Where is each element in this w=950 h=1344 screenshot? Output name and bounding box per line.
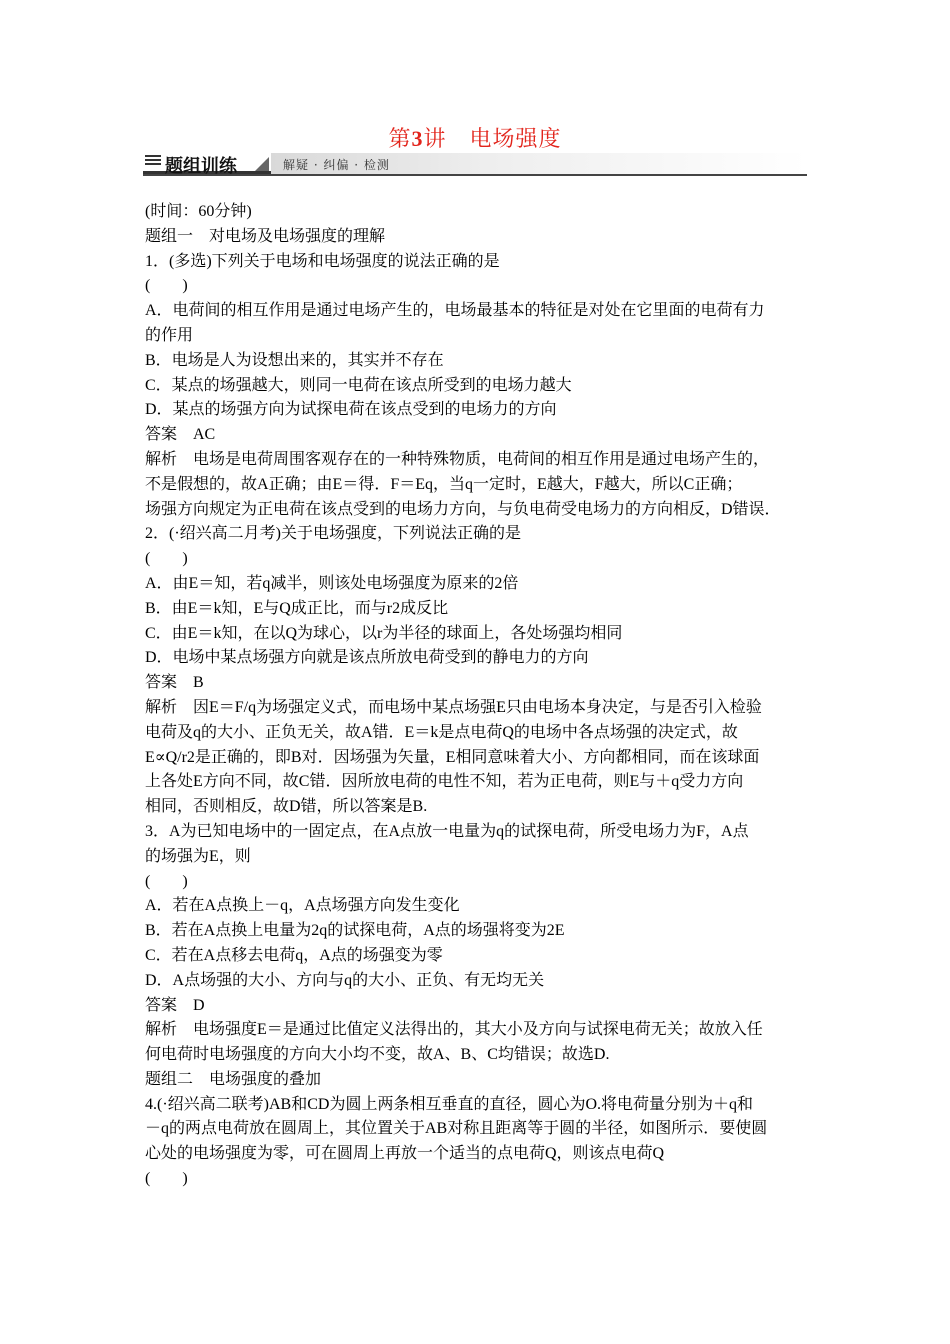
- text-line: ( ): [145, 1170, 188, 1188]
- text-line: (时间：60分钟): [145, 203, 252, 220]
- text-line: B．若在A点换上电量为2q的试探电荷，A点的场强将变为2E: [145, 922, 565, 940]
- text-line: 解析 因E＝F/q为场强定义式，而电场中某点场强E只由电场本身决定，与是否引入检验: [145, 698, 762, 716]
- text-line: E∝Q/r2是正确的，即B对．因场强为矢量，E相同意味着大小、方向都相同，而在该球面: [145, 748, 760, 766]
- page-title: [0, 122, 950, 153]
- text-line: A．电荷间的相互作用是通过电场产生的，电场最基本的特征是对处在它里面的电荷有力: [145, 302, 765, 320]
- text-line: 解析 电场是电荷周围客观存在的一种特殊物质，电荷间的相互作用是通过电场产生的，: [145, 450, 770, 468]
- text-line: 不是假想的，故A正确；由E＝得．F＝Eq，当q一定时，E越大，F越大，所以C正确；: [145, 475, 743, 493]
- text-line: ( ): [145, 550, 188, 568]
- text-line: 何电荷时电场强度的方向大小均不变，故A、B、C均错误；故选D.: [145, 1046, 610, 1064]
- text-line: 场强方向规定为正电荷在该点受到的电场力方向，与负电荷受电场力的方向相反，D错误．: [145, 500, 781, 518]
- title-number: 3: [411, 126, 424, 151]
- text-line: B．由E＝k知，E与Q成正比，而与r2成反比: [145, 599, 449, 617]
- text-line: ( ): [145, 277, 188, 295]
- text-line: D．A点场强的大小、方向与q的大小、正负、有无均无关: [145, 971, 545, 989]
- text-line: 答案 B: [145, 674, 204, 692]
- text-line: 题组一 对电场及电场强度的理解: [145, 227, 386, 245]
- title-rest: 讲 电场强度: [423, 126, 562, 151]
- document-body: [145, 200, 807, 1192]
- text-line: －q的两点电荷放在圆周上，其位置关于AB对称且距离等于圆的半径，如图所示．要使圆: [145, 1120, 768, 1138]
- text-line: 的场强为E，则: [145, 847, 251, 865]
- text-line: 电荷及q的大小、正负无关，故A错．E＝k是点电荷Q的电场中各点场强的决定式，故: [145, 723, 738, 741]
- banner-rule: [143, 174, 807, 176]
- stripes-icon: [145, 155, 161, 169]
- text-line: 的作用: [145, 326, 194, 344]
- banner-subtitle: 解疑 · 纠偏 · 检测: [283, 158, 390, 172]
- text-line: D．电场中某点场强方向就是该点所放电荷受到的静电力的方向: [145, 649, 589, 667]
- text-line: 2．(·绍兴高二月考)关于电场强度，下列说法正确的是: [145, 525, 521, 543]
- banner-label: 题组训练: [165, 156, 237, 177]
- text-line: 相同，否则相反，故D错，所以答案是B.: [145, 798, 428, 816]
- text-line: A．由E＝知，若q减半，则该处电场强度为原来的2倍: [145, 574, 519, 592]
- text-line: ( ): [145, 872, 188, 890]
- text-line: A．若在A点换上－q，A点场强方向发生变化: [145, 897, 460, 915]
- text-line: 答案 AC: [145, 426, 216, 444]
- text-line: 解析 电场强度E＝是通过比值定义法得出的，其大小及方向与试探电荷无关；故放入任: [145, 1021, 763, 1039]
- text-line: C．某点的场强越大，则同一电荷在该点所受到的电场力越大: [145, 376, 572, 394]
- text-line: 题组二 电场强度的叠加: [145, 1070, 322, 1088]
- text-line: 4.(·绍兴高二联考)AB和CD为圆上两条相互垂直的直径，圆心为O.将电荷量分别为＋q和: [145, 1095, 753, 1113]
- section-banner: [143, 151, 807, 177]
- triangle-icon: [255, 157, 269, 171]
- text-line: 1．(多选)下列关于电场和电场强度的说法正确的是: [145, 252, 500, 270]
- text-line: C．由E＝k知，在以Q为球心，以r为半径的球面上，各处场强均相同: [145, 624, 623, 642]
- text-line: D．某点的场强方向为试探电荷在该点受到的电场力的方向: [145, 401, 557, 419]
- title-prefix: 第: [388, 126, 412, 151]
- text-line: C．若在A点移去电荷q，A点的场强变为零: [145, 946, 443, 964]
- text-line: 上各处E方向不同，故C错．因所放电荷的电性不知，若为正电荷，则E与＋q受力方向: [145, 773, 744, 791]
- text-line: 答案 D: [145, 996, 205, 1014]
- text-line: 心处的电场强度为零，可在圆周上再放一个适当的点电荷Q，则该点电荷Q: [145, 1145, 665, 1163]
- text-line: B．电场是人为设想出来的，其实并不存在: [145, 351, 444, 369]
- text-line: 3．A为已知电场中的一固定点，在A点放一电量为q的试探电荷，所受电场力为F，A点: [145, 822, 749, 840]
